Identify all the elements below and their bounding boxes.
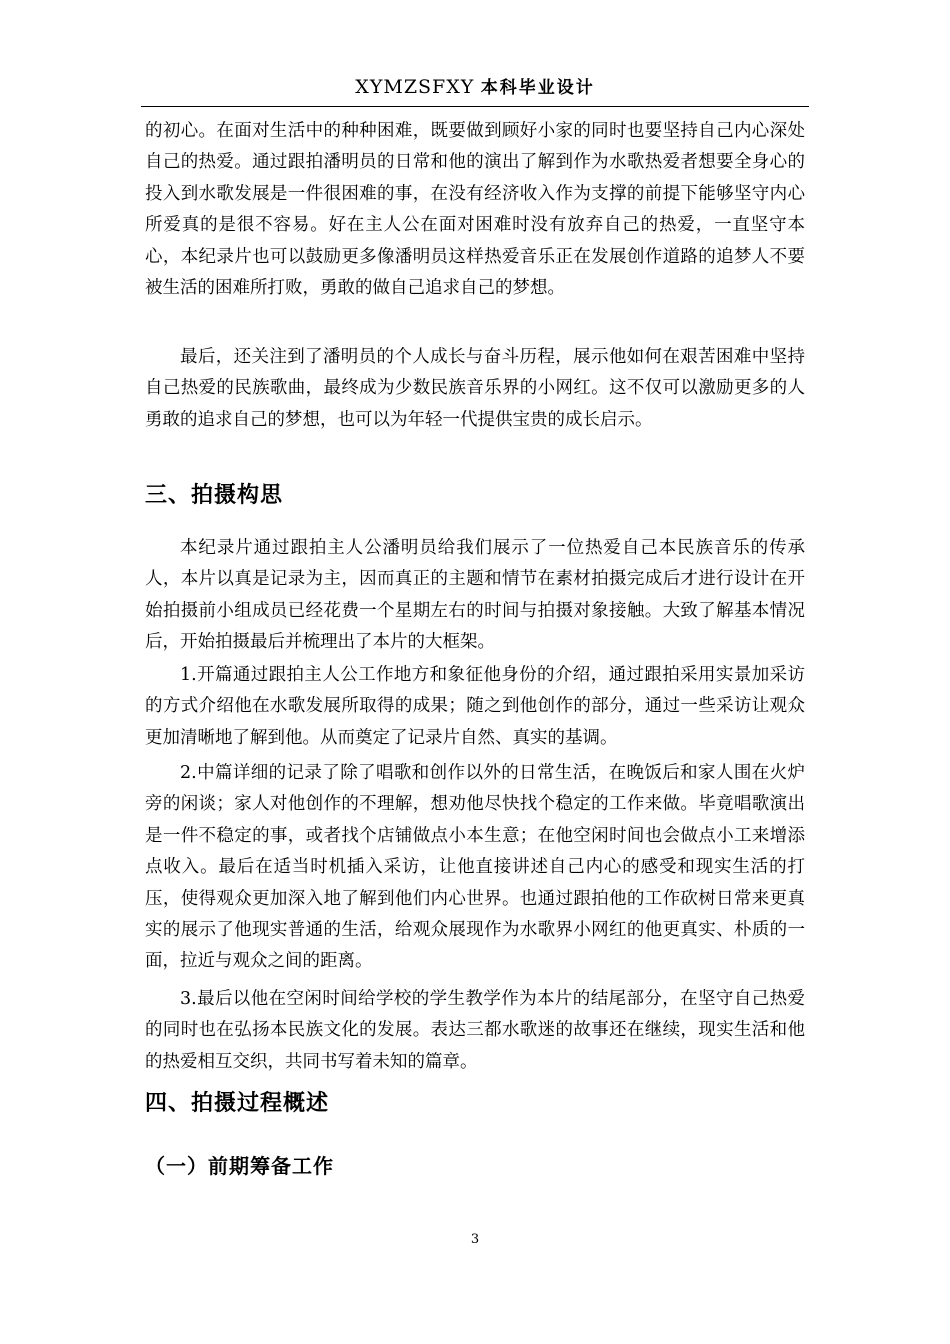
paragraph-5: 2.中篇详细的记录了除了唱歌和创作以外的日常生活，在晚饭后和家人围在火炉旁的闲谈；家人对他创作的不理解，想劝他尽快找个稳定的工作来做。毕竟唱歌演出是一件不稳定的事，或者找个店铺做点小本生意；在他空闲时间也会做点小工来增添点收入。最后在适当时机插入采访，让他直接讲述自己内心的感受和现实生活的打压，使得观众更加深入地了解到他们内心世界。也通过跟拍他的工作砍树日常来更真实的展示了他现实普通的生活，给观众展现作为水歌界小网红的他更真实、朴质的一面，拉近与观众之间的距离。: [145, 763, 805, 972]
header-latin: XYMZSFXY: [355, 76, 475, 98]
paragraph-3: 本纪录片通过跟拍主人公潘明员给我们展示了一位热爱自己本民族音乐的传承人，本片以真是记录为主，因而真正的主题和情节在素材拍摄完成后才进行设计在开始拍摄前小组成员已经花费一个星期左右的时间与拍摄对象接触。大致了解基本情况后，开始拍摄最后并梳理出了本片的大框架。: [145, 538, 805, 653]
page-header: [0, 73, 950, 98]
paragraph-6: 3.最后以他在空闲时间给学校的学生教学作为本片的结尾部分，在坚守自己热爱的同时也在弘扬本民族文化的发展。表达三都水歌迷的故事还在继续，现实生活和他的热爱相互交织，共同书写着未知的篇章。: [145, 989, 805, 1072]
subsection-heading-1: （一）前期筹备工作: [145, 1154, 334, 1178]
paragraph-4: 1.开篇通过跟拍主人公工作地方和象征他身份的介绍，通过跟拍采用实景加采访的方式介绍他在水歌发展所取得的成果；随之到他创作的部分，通过一些采访让观众更加清晰地了解到他。从而奠定了记录片自然、真实的基调。: [145, 665, 805, 748]
header-divider: [141, 106, 809, 107]
page-number: 3: [470, 1232, 480, 1247]
paragraph-1: 的初心。在面对生活中的种种困难，既要做到顾好小家的同时也要坚持自己内心深处自己的热爱。通过跟拍潘明员的日常和他的演出了解到作为水歌热爱者想要全身心的投入到水歌发展是一件很困难的事，在没有经济收入作为支撑的前提下能够坚守内心所爱真的是很不容易。好在主人公在面对困难时没有放弃自己的热爱，一直坚守本心，本纪录片也可以鼓励更多像潘明员这样热爱音乐正在发展创作道路的追梦人不要被生活的困难所打败，勇敢的做自己追求自己的梦想。: [145, 121, 805, 299]
paragraph-2: 最后，还关注到了潘明员的个人成长与奋斗历程，展示他如何在艰苦困难中坚持自己热爱的民族歌曲，最终成为少数民族音乐界的小网红。这不仅可以激励更多的人勇敢的追求自己的梦想，也可以为年轻一代提供宝贵的成长启示。: [145, 347, 805, 430]
header-title: 本科毕业设计: [480, 78, 595, 98]
section-heading-4: 四、拍摄过程概述: [145, 1091, 330, 1116]
section-heading-3: 三、拍摄构思: [145, 483, 284, 508]
